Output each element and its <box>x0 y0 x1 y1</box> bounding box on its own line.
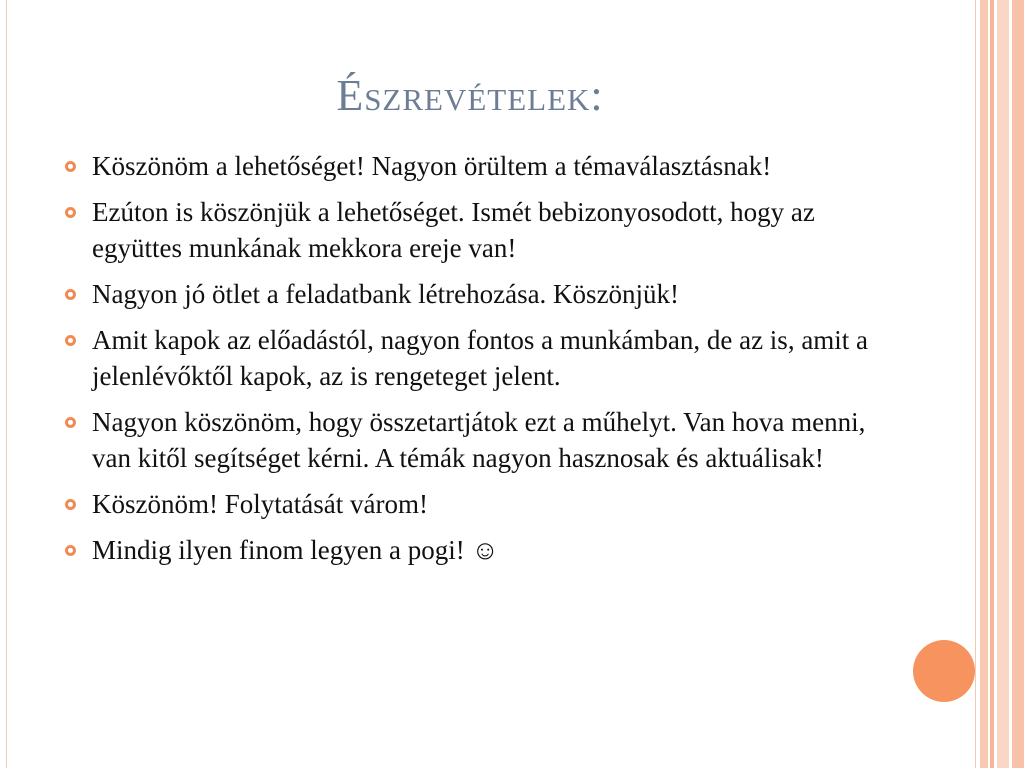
list-item-text: Amit kapok az előadástól, nagyon fontos a munkámban, de az is, amit a jelenlévőktől kapok, az is rengeteget jelent. <box>92 325 869 391</box>
list-item-text: Nagyon köszönöm, hogy összetartjátok ezt a műhelyt. Van hova menni, van kitől segítséget kérni. A témák nagyon hasznosak és aktuálisak! <box>92 407 866 473</box>
bullet-icon <box>65 207 76 218</box>
list-item-text: Mindig ilyen finom legyen a pogi! ☺ <box>92 535 500 565</box>
list-item-text: Köszönöm a lehetőséget! Nagyon örültem a témaválasztásnak! <box>92 151 772 181</box>
list-item <box>62 322 882 394</box>
bullet-icon <box>65 335 76 346</box>
bullet-list <box>62 148 882 578</box>
accent-circle-icon <box>913 640 975 702</box>
list-item-text: Ezúton is köszönjük a lehetőséget. Ismét bebizonyosodott, hogy az együttes munkának mekkora ereje van! <box>92 197 815 263</box>
decorative-stripe <box>980 0 988 768</box>
list-item-text: Köszönöm! Folytatását várom! <box>92 489 428 519</box>
list-item <box>62 532 882 568</box>
bullet-icon <box>65 545 76 556</box>
decorative-stripe <box>990 0 994 768</box>
bullet-icon <box>65 417 76 428</box>
decorative-stripe <box>1012 0 1024 768</box>
decorative-stripe <box>997 0 1009 768</box>
bullet-icon <box>65 289 76 300</box>
list-item <box>62 276 882 312</box>
list-item <box>62 486 882 522</box>
slide-title: Észrevételek: <box>336 71 604 120</box>
bullet-icon <box>65 161 76 172</box>
list-item <box>62 404 882 476</box>
list-item-text: Nagyon jó ötlet a feladatbank létrehozása. Köszönjük! <box>92 279 680 309</box>
bullet-icon <box>65 499 76 510</box>
list-item <box>62 148 882 184</box>
list-item <box>62 194 882 266</box>
